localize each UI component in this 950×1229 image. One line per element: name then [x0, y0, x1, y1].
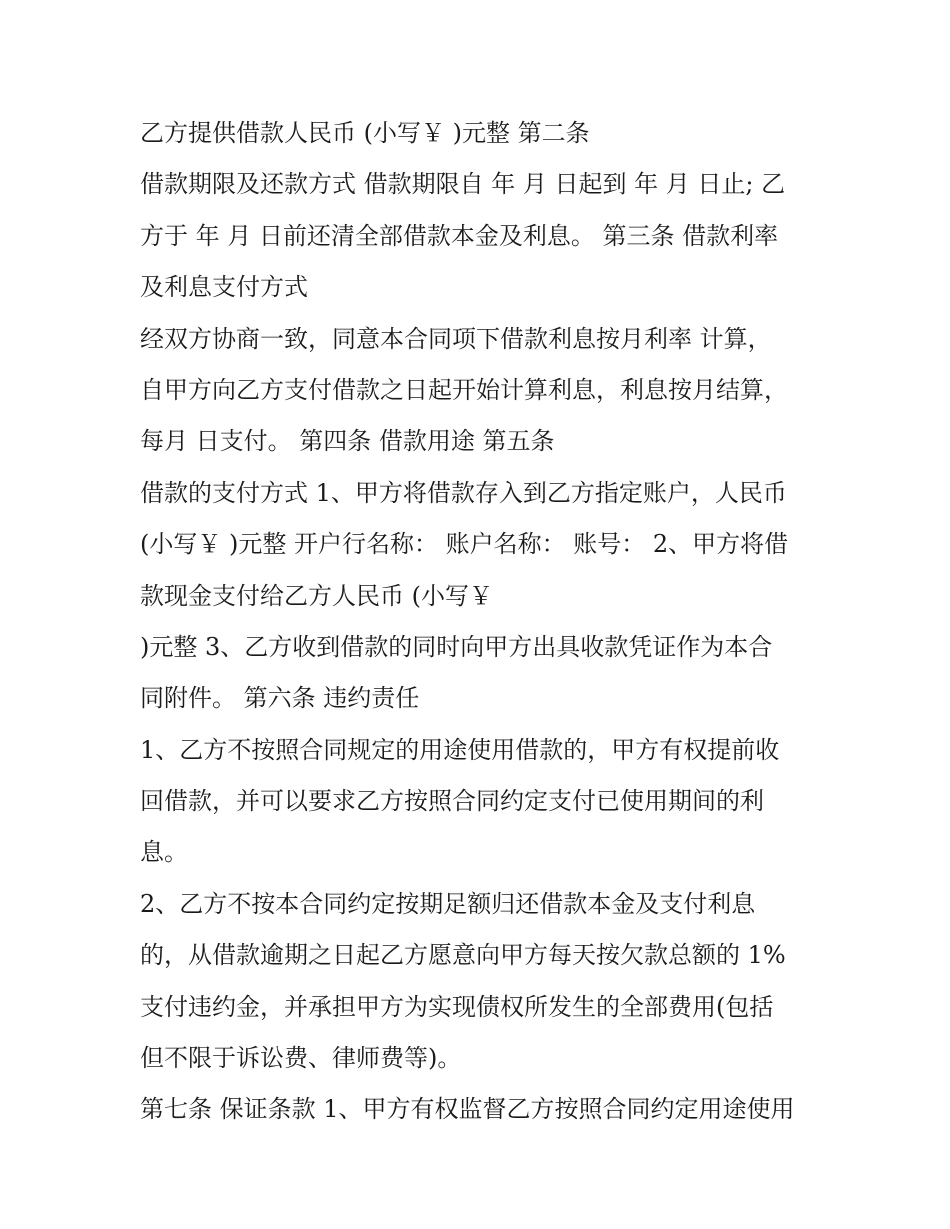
text-line: 1、乙方不按照合同规定的用途使用借款的，甲方有权提前收 — [140, 735, 780, 764]
text-line: 同附件。 第六条 违约责任 — [140, 684, 420, 713]
text-line: 自甲方向乙方支付借款之日起开始计算利息，利息按月结算， — [140, 375, 788, 404]
text-line: 但不限于诉讼费、律师费等)。 — [140, 1044, 462, 1073]
text-line: 款现金支付给乙方人民币 (小写￥ — [140, 581, 493, 610]
text-line: )元整 3、乙方收到借款的同时向甲方出具收款凭证作为本合 — [140, 632, 773, 661]
text-line: 乙方提供借款人民币 (小写￥ )元整 第二条 — [140, 119, 590, 147]
text-line: 经双方协商一致，同意本合同项下借款利息按月利率 计算， — [140, 324, 772, 353]
text-line: 方于 年 月 日前还清全部借款本金及利息。 第三条 借款利率 — [140, 221, 779, 250]
text-line: 第七条 保证条款 1、甲方有权监督乙方按照合同约定用途使用 — [140, 1095, 795, 1124]
text-line: 及利息支付方式 — [140, 273, 308, 302]
contract-text-body — [140, 108, 820, 1136]
text-line: (小写￥ )元整 开户行名称： 账户名称： 账号： 2、甲方将借 — [140, 530, 789, 559]
text-line: 每月 日支付。 第四条 借款用途 第五条 — [140, 427, 555, 456]
text-line: 回借款，并可以要求乙方按照合同约定支付已使用期间的利 — [140, 787, 764, 816]
text-line: 借款的支付方式 1、甲方将借款存入到乙方指定账户，人民币 — [140, 478, 787, 507]
text-line: 支付违约金，并承担甲方为实现债权所发生的全部费用(包括 — [140, 992, 774, 1021]
text-line: 的，从借款逾期之日起乙方愿意向甲方每天按欠款总额的 1% — [140, 941, 786, 970]
text-line: 2、乙方不按本合同约定按期足额归还借款本金及支付利息 — [140, 889, 756, 918]
text-line: 借款期限及还款方式 借款期限自 年 月 日起到 年 月 日止; 乙 — [140, 170, 786, 199]
text-line: 息。 — [140, 838, 188, 867]
